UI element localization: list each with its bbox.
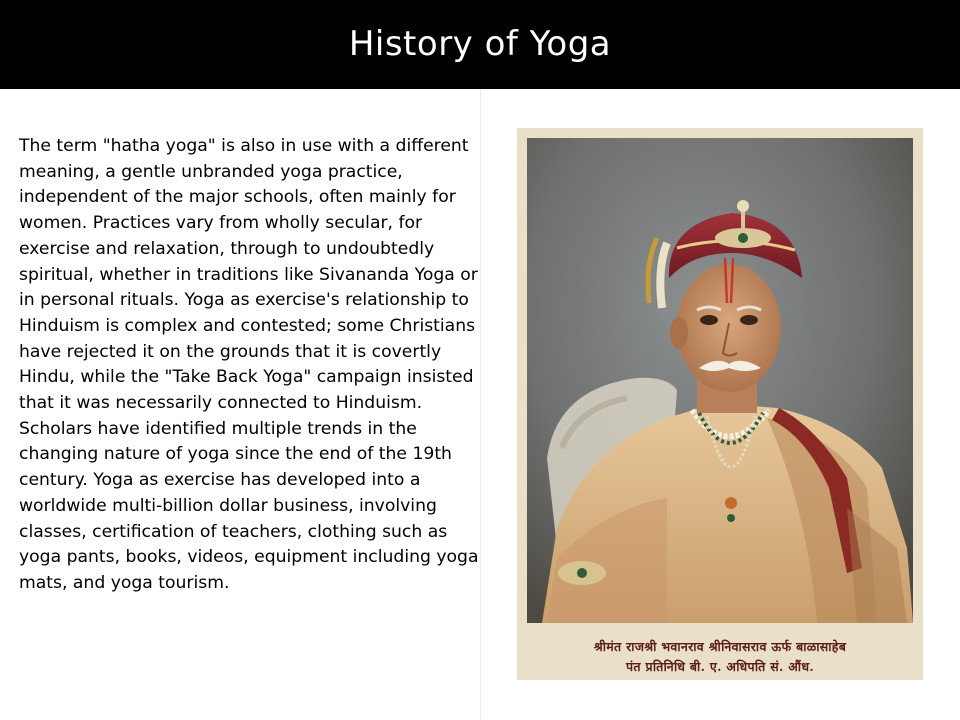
body-paragraph: The term "hatha yoga" is also in use with a different meaning, a gentle unbranded yoga practice, independent of the major schools, often mainly for women. Practices vary from wholly secular, for exercise and relaxation, through to undoubtedly spiritual, whether in traditions like Sivananda Yoga or in personal rituals. Yoga as exercise's relationship to Hinduism is complex and contested; some Christians have rejected it on the grounds that it is covertly Hindu, while the "Take Back Yoga" campaign insisted that it was necessarily connected to Hinduism. Scholars have identified multiple trends in the changing nature of yoga since the end of the 19th century. Yoga as exercise has developed into a worldwide multi-billion dollar business, involving classes, certification of teachers, clothing such as yoga pants, books, videos, equipment including yoga mats, and yoga tourism. [19,136,479,593]
portrait-illustration [517,128,923,680]
portrait-image [517,128,923,680]
portrait-caption-line-2: पंत प्रतिनिधि बी. ए. अधिपति सं. औंध. [626,659,814,674]
portrait-caption-line-1: श्रीमंत राजश्री भवानराव श्रीनिवासराव ऊर्फ बाळासाहेब [593,639,847,654]
slide-title: History of Yoga [348,24,612,64]
